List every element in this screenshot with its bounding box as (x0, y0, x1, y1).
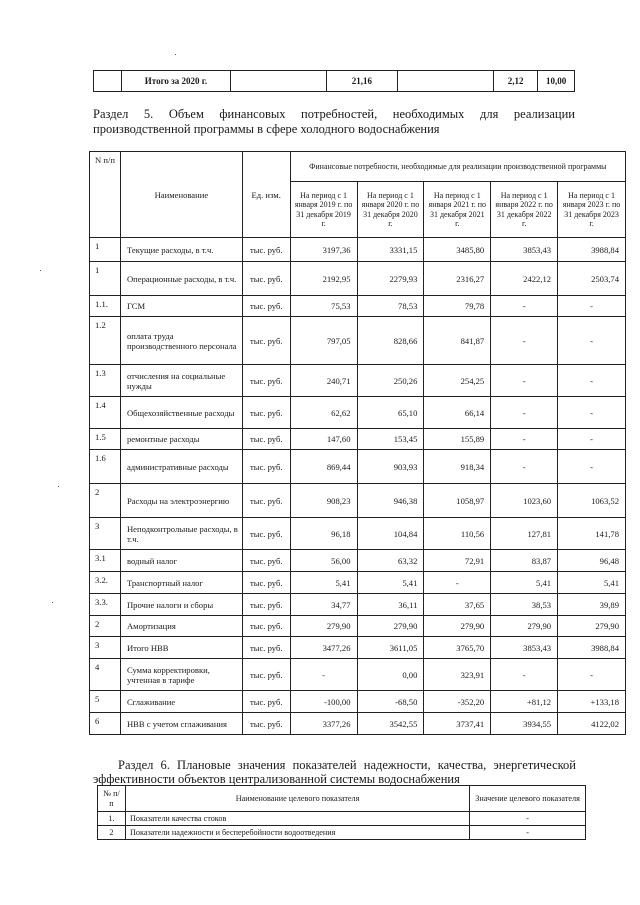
row-value: 240,71 (290, 365, 357, 397)
row-value: 828,66 (357, 317, 424, 365)
row-value: 3765,70 (424, 637, 491, 659)
table-row (90, 550, 626, 572)
row-unit: тыс. руб. (242, 550, 290, 572)
row-num: 2 (90, 484, 121, 518)
row-value: 841,87 (424, 317, 491, 365)
table-cell-empty (230, 71, 326, 92)
row-value: 3988,84 (558, 637, 626, 659)
row-unit: тыс. руб. (242, 262, 290, 296)
row-value: 63,32 (357, 550, 424, 572)
table-row (90, 572, 626, 594)
row-value: - (558, 317, 626, 365)
row-unit: тыс. руб. (242, 616, 290, 637)
row-value: 279,90 (290, 616, 357, 637)
row-value: 5,41 (491, 572, 558, 594)
row-name: Общехозяйственные расходы (120, 397, 242, 429)
section-5-title-cont: производственной программы в сфере холодного водоснабжения (93, 122, 440, 136)
row-value: 4122,02 (558, 713, 626, 735)
row-value: 34,77 (290, 594, 357, 616)
row-name: Операционные расходы, в т.ч. (120, 262, 242, 296)
row-num: 1. (98, 812, 126, 826)
row-unit: тыс. руб. (242, 450, 290, 484)
row-unit: тыс. руб. (242, 713, 290, 735)
row-value: 250,26 (357, 365, 424, 397)
row-value: -100,00 (290, 691, 357, 713)
row-value: -68,50 (357, 691, 424, 713)
row-value: - (491, 429, 558, 450)
row-value: 155,89 (424, 429, 491, 450)
row-value: 5,41 (290, 572, 357, 594)
table-row (90, 238, 626, 262)
row-value: 279,90 (491, 616, 558, 637)
row-name: административные расходы (120, 450, 242, 484)
table-row (90, 691, 626, 713)
table-cell-empty (94, 71, 122, 92)
header-period: На период с 1 января 2019 г. по 31 декабря 2019 г. (290, 182, 357, 238)
row-unit: тыс. руб. (242, 296, 290, 317)
header-period: На период с 1 января 2021 г. по 31 декабря 2021 г. (424, 182, 491, 238)
table-row (90, 594, 626, 616)
row-value: - (558, 397, 626, 429)
header-value: Значение целевого показателя (470, 786, 586, 812)
section-6-title-cont: эффективности объектов централизованной системы водоснабжения (93, 772, 460, 786)
row-name: ремонтные расходы (120, 429, 242, 450)
section-6-title: Раздел 6. Плановые значения показателей надежности, качества, энергетической (118, 758, 576, 772)
row-value: - (424, 572, 491, 594)
row-value: 3737,41 (424, 713, 491, 735)
row-value: 5,41 (357, 572, 424, 594)
row-value: - (558, 429, 626, 450)
header-unit: Ед. изм. (242, 152, 290, 238)
row-name: Показатели качества стоков (125, 812, 469, 826)
row-value: 279,90 (558, 616, 626, 637)
row-name: водный налог (120, 550, 242, 572)
table-row (90, 637, 626, 659)
header-group: Финансовые потребности, необходимые для реализации производственной программы (290, 152, 625, 182)
row-name: Сумма корректировки, учтенная в тарифе (120, 659, 242, 691)
row-value: - (558, 365, 626, 397)
table-row (90, 713, 626, 735)
row-value: 37,65 (424, 594, 491, 616)
table-row (90, 659, 626, 691)
row-value: 3331,15 (357, 238, 424, 262)
row-unit: тыс. руб. (242, 691, 290, 713)
target-indicators-table (97, 785, 586, 840)
row-name: Амортизация (120, 616, 242, 637)
row-value: - (491, 397, 558, 429)
header-period: На период с 1 января 2022 г. по 31 декабря 2022 г. (491, 182, 558, 238)
row-num: 2 (98, 826, 126, 840)
row-name: Текущие расходы, в т.ч. (120, 238, 242, 262)
row-name: Неподконтрольные расходы, в т.ч. (120, 518, 242, 550)
row-value: 3853,43 (491, 238, 558, 262)
row-name: Сглаживание (120, 691, 242, 713)
row-unit: тыс. руб. (242, 429, 290, 450)
summary-value: 21,16 (326, 71, 397, 92)
row-value: 127,81 (491, 518, 558, 550)
row-value: 96,18 (290, 518, 357, 550)
row-unit: тыс. руб. (242, 572, 290, 594)
row-num: 1.3 (90, 365, 121, 397)
scan-speck (52, 602, 53, 603)
row-value: - (491, 317, 558, 365)
row-value: - (491, 365, 558, 397)
row-value: 65,10 (357, 397, 424, 429)
row-num: 1 (90, 262, 121, 296)
row-value: 79,78 (424, 296, 491, 317)
row-value: 3988,84 (558, 238, 626, 262)
row-value: - (558, 296, 626, 317)
row-value: 38,53 (491, 594, 558, 616)
row-num: 6 (90, 713, 121, 735)
row-unit: тыс. руб. (242, 484, 290, 518)
header-num: № п/п (98, 786, 126, 812)
row-value: 0,00 (357, 659, 424, 691)
row-value: 2192,95 (290, 262, 357, 296)
row-name: Расходы на электроэнергию (120, 484, 242, 518)
row-unit: тыс. руб. (242, 365, 290, 397)
row-name: Транспортный налог (120, 572, 242, 594)
row-name: оплата труда производственного персонала (120, 317, 242, 365)
row-value: - (470, 826, 586, 840)
table-header-row (90, 152, 626, 182)
row-value: 2422,12 (491, 262, 558, 296)
row-value: 3934,55 (491, 713, 558, 735)
row-num: 1.2 (90, 317, 121, 365)
row-num: 1 (90, 238, 121, 262)
summary-2020-table (93, 70, 575, 92)
table-row (90, 429, 626, 450)
row-num: 5 (90, 691, 121, 713)
row-value: 3197,36 (290, 238, 357, 262)
row-value: 62,62 (290, 397, 357, 429)
table-row (90, 616, 626, 637)
row-value: 903,93 (357, 450, 424, 484)
row-name: Итого НВВ (120, 637, 242, 659)
row-name: Прочие налоги и сборы (120, 594, 242, 616)
row-num: 3 (90, 637, 121, 659)
row-num: 3.3. (90, 594, 121, 616)
table-row (90, 484, 626, 518)
row-num: 1.4 (90, 397, 121, 429)
row-value: 66,14 (424, 397, 491, 429)
row-num: 2 (90, 616, 121, 637)
row-unit: тыс. руб. (242, 637, 290, 659)
row-value: 83,87 (491, 550, 558, 572)
summary-value: 10,00 (538, 71, 575, 92)
row-num: 4 (90, 659, 121, 691)
row-num: 1.1. (90, 296, 121, 317)
header-name: Наименование (120, 152, 242, 238)
row-num: 1.5 (90, 429, 121, 450)
row-num: 1.6 (90, 450, 121, 484)
row-value: 2279,93 (357, 262, 424, 296)
scan-speck (175, 54, 176, 55)
row-name: Показатели надежности и бесперебойности водоотведения (125, 826, 469, 840)
table-row (90, 518, 626, 550)
row-value: - (470, 812, 586, 826)
row-unit: тыс. руб. (242, 397, 290, 429)
row-value: 279,90 (357, 616, 424, 637)
row-value: 78,53 (357, 296, 424, 317)
row-unit: тыс. руб. (242, 518, 290, 550)
row-value: - (491, 659, 558, 691)
row-value: 918,34 (424, 450, 491, 484)
row-value: 56,00 (290, 550, 357, 572)
summary-value: 2,12 (494, 71, 538, 92)
row-value: 3477,26 (290, 637, 357, 659)
row-unit: тыс. руб. (242, 659, 290, 691)
row-value: - (290, 659, 357, 691)
row-value: 1023,60 (491, 484, 558, 518)
financial-needs-table (89, 151, 626, 735)
header-num: N п/п (90, 152, 121, 238)
row-value: - (491, 296, 558, 317)
scan-speck (40, 270, 41, 271)
table-header-row (98, 786, 586, 812)
row-value: 323,91 (424, 659, 491, 691)
row-name: ГСМ (120, 296, 242, 317)
table-row (90, 317, 626, 365)
table-row (98, 812, 586, 826)
header-period: На период с 1 января 2020 г. по 31 декабря 2020 г. (357, 182, 424, 238)
table-cell-empty (398, 71, 494, 92)
row-value: 3611,05 (357, 637, 424, 659)
row-value: 2503,74 (558, 262, 626, 296)
table-row (90, 262, 626, 296)
row-unit: тыс. руб. (242, 594, 290, 616)
header-name: Наименование целевого показателя (125, 786, 469, 812)
row-value: 147,60 (290, 429, 357, 450)
row-value: 3853,43 (491, 637, 558, 659)
table-row (90, 450, 626, 484)
row-value: 72,91 (424, 550, 491, 572)
table-row (90, 397, 626, 429)
row-value: 797,05 (290, 317, 357, 365)
table-row (94, 71, 575, 92)
row-value: 946,38 (357, 484, 424, 518)
row-value: 279,90 (424, 616, 491, 637)
row-value: 869,44 (290, 450, 357, 484)
row-value: +81,12 (491, 691, 558, 713)
table-row (98, 826, 586, 840)
row-value: +133,18 (558, 691, 626, 713)
summary-label: Итого за 2020 г. (122, 71, 230, 92)
row-value: 254,25 (424, 365, 491, 397)
row-value: -352,20 (424, 691, 491, 713)
section-5-title: Раздел 5. Объем финансовых потребностей, необходимых для реализации (93, 107, 575, 121)
row-unit: тыс. руб. (242, 317, 290, 365)
row-value: 1058,97 (424, 484, 491, 518)
row-num: 3.1 (90, 550, 121, 572)
row-num: 3.2. (90, 572, 121, 594)
row-value: 908,23 (290, 484, 357, 518)
row-value: 1063,52 (558, 484, 626, 518)
row-value: 104,84 (357, 518, 424, 550)
row-value: 36,11 (357, 594, 424, 616)
row-name: НВВ с учетом сглаживания (120, 713, 242, 735)
row-value: 153,45 (357, 429, 424, 450)
row-value: 39,89 (558, 594, 626, 616)
row-value: 141,78 (558, 518, 626, 550)
table-row (90, 296, 626, 317)
table-row (90, 365, 626, 397)
row-name: отчисления на социальные нужды (120, 365, 242, 397)
row-value: 3542,55 (357, 713, 424, 735)
row-value: - (558, 659, 626, 691)
header-period: На период с 1 января 2023 г. по 31 декабря 2023 г. (558, 182, 626, 238)
row-value: 96,48 (558, 550, 626, 572)
scan-speck (58, 486, 59, 487)
row-value: 5,41 (558, 572, 626, 594)
row-value: 2316,27 (424, 262, 491, 296)
row-value: 110,56 (424, 518, 491, 550)
row-value: 3377,26 (290, 713, 357, 735)
row-unit: тыс. руб. (242, 238, 290, 262)
row-value: 75,53 (290, 296, 357, 317)
row-value: - (558, 450, 626, 484)
row-value: 3485,80 (424, 238, 491, 262)
row-num: 3 (90, 518, 121, 550)
row-value: - (491, 450, 558, 484)
